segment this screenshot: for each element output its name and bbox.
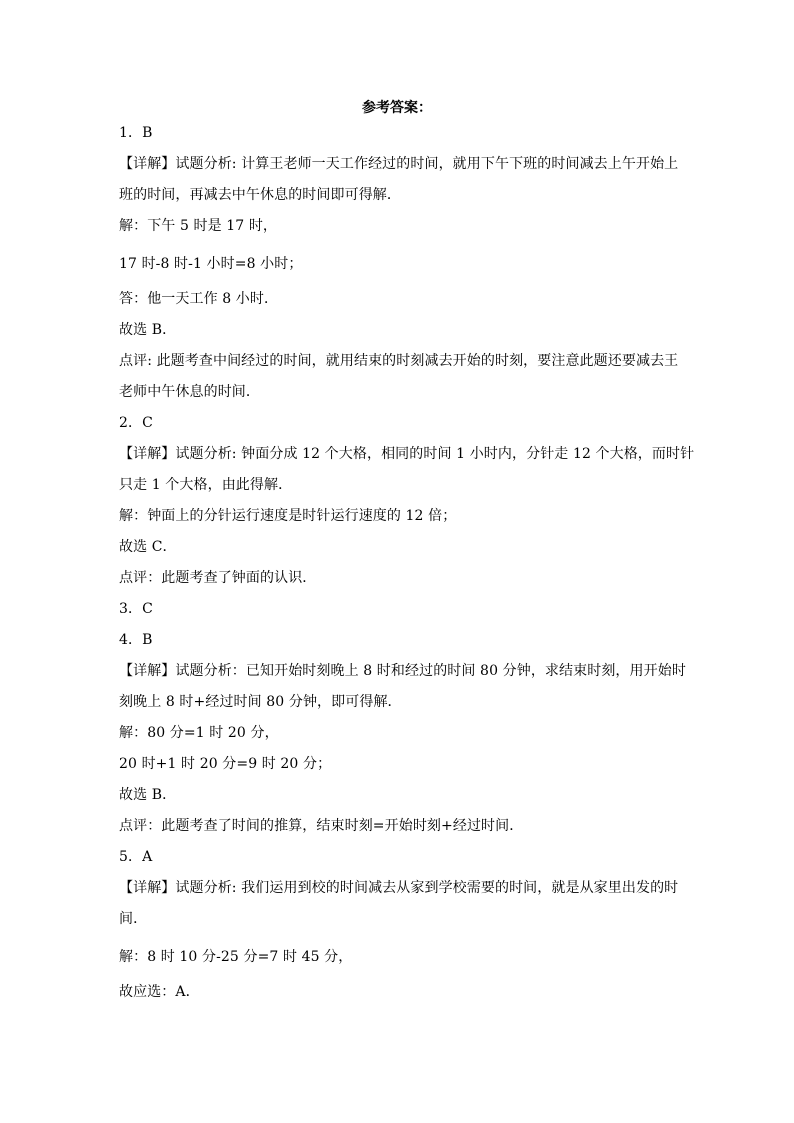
question-number: 1．B <box>119 125 153 141</box>
comment-line: 点评: 此题考查中间经过的时间，就用结束的时刻减去开始的时刻，要注意此题还要减去王 <box>119 353 679 369</box>
explanation-line: 【详解】试题分析: 钟面分成 12 个大格，相同的时间 1 小时内，分针走 12 个大格，而时针 <box>119 446 695 462</box>
explanation-line: 【详解】试题分析：已知开始时刻晚上 8 时和经过的时间 80 分钟，求结束时刻，用开始时 <box>119 663 686 679</box>
solution-line: 解：钟面上的分针运行速度是时针运行速度的 12 倍； <box>119 508 457 524</box>
answer-line: 故应选：A． <box>119 984 200 1000</box>
comment-line: 点评：此题考查了钟面的认识． <box>119 570 317 586</box>
comment-line: 老师中午休息的时间． <box>119 384 260 400</box>
choice-line: 故选 C． <box>119 539 177 555</box>
solution-line: 解：8 时 10 分-25 分=7 时 45 分， <box>119 949 353 965</box>
solution-line: 解：80 分=1 时 20 分， <box>119 725 279 741</box>
comment-line: 点评：此题考查了时间的推算，结束时刻=开始时刻+经过时间． <box>119 818 524 834</box>
solution-line: 解：下午 5 时是 17 时， <box>119 218 278 234</box>
answer-line: 答：他一天工作 8 小时． <box>119 291 279 307</box>
explanation-line: 刻晚上 8 时+经过时间 80 分钟，即可得解． <box>119 694 402 710</box>
question-number: 5．A <box>119 849 153 865</box>
solution-line: 17 时-8 时-1 小时=8 小时； <box>119 256 303 272</box>
choice-line: 故选 B． <box>119 322 177 338</box>
question-number: 4．B <box>119 632 153 648</box>
explanation-line: 只走 1 个大格，由此得解． <box>119 477 293 493</box>
explanation-line: 班的时间，再减去中午休息的时间即可得解． <box>119 187 401 203</box>
choice-line: 故选 B． <box>119 787 177 803</box>
page-title: 参考答案： <box>362 100 432 116</box>
explanation-line: 【详解】试题分析: 计算王老师一天工作经过的时间，就用下午下班的时间减去上午开始上 <box>119 156 679 172</box>
explanation-line: 【详解】试题分析: 我们运用到校的时间减去从家到学校需要的时间，就是从家里出发的时 <box>119 880 679 896</box>
question-number: 2．C <box>119 415 153 431</box>
solution-line: 20 时+1 时 20 分=9 时 20 分； <box>119 756 332 772</box>
question-number: 3．C <box>119 601 153 617</box>
explanation-line: 间． <box>119 911 148 927</box>
